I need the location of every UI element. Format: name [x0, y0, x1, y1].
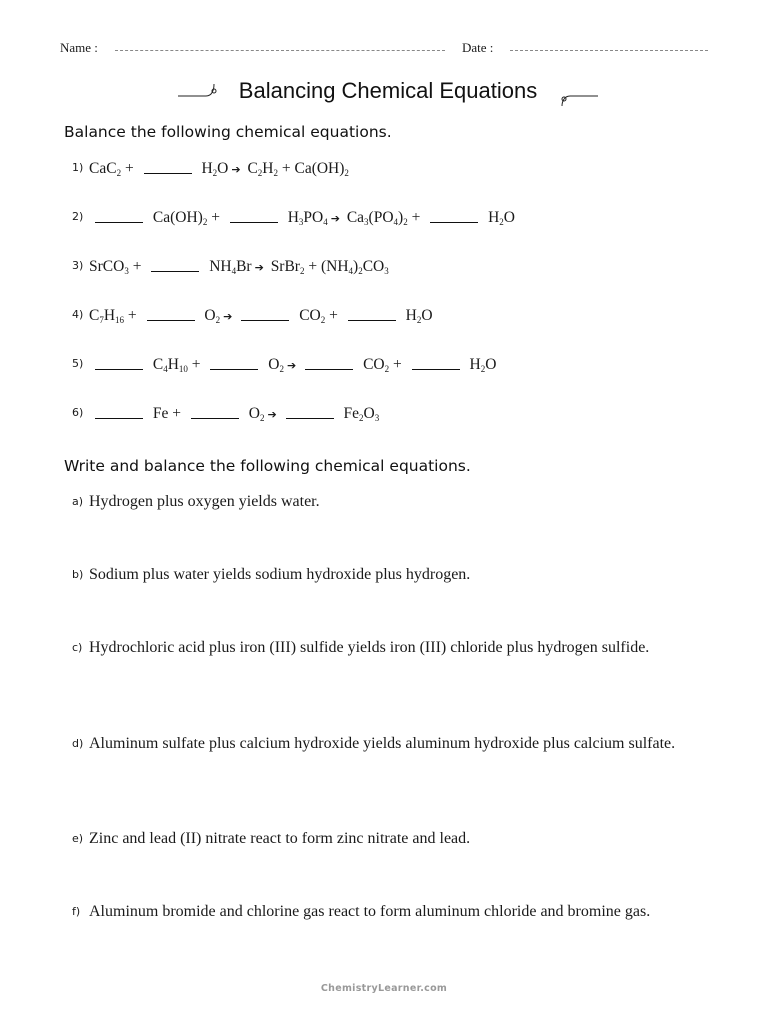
equation-number: 6)	[72, 406, 84, 419]
date-label: Date :	[462, 40, 494, 55]
subscript: 3	[124, 266, 129, 276]
subscript: 2	[202, 217, 208, 227]
word-equation-text: Hydrogen plus oxygen yields water.	[89, 493, 320, 510]
word-equation-item	[72, 636, 712, 659]
formula-text: +	[389, 356, 406, 373]
coefficient-blank[interactable]	[348, 308, 396, 321]
coefficient-blank[interactable]	[95, 357, 143, 370]
yields-arrow-icon: ➔	[287, 359, 297, 372]
item-letter: f)	[72, 905, 81, 918]
formula-text: Br	[236, 258, 252, 275]
formula-text: )	[353, 258, 359, 275]
equation-row	[72, 209, 515, 227]
subscript: 2	[416, 315, 422, 325]
word-equation-text: Aluminum bromide and chlorine gas react to form aluminum chloride and bromine gas.	[89, 903, 651, 920]
formula-text: O	[363, 405, 375, 422]
coefficient-blank[interactable]	[430, 210, 478, 223]
equation-row	[72, 160, 349, 178]
subscript: 2	[499, 217, 504, 227]
subscript: 2	[299, 266, 305, 276]
subscript: 4	[163, 364, 168, 374]
coefficient-blank[interactable]	[305, 357, 353, 370]
subscript: 2	[403, 217, 408, 227]
coefficient-blank[interactable]	[286, 406, 334, 419]
subscript: 4	[348, 266, 354, 276]
equation-number: 1)	[72, 161, 84, 174]
formula-text: H	[401, 307, 417, 324]
subscript: 10	[178, 364, 188, 374]
formula-text: (PO	[368, 209, 394, 226]
date-field[interactable]	[510, 50, 708, 51]
subscript: 4	[231, 266, 237, 276]
coefficient-blank[interactable]	[241, 308, 289, 321]
coefficient-blank[interactable]	[412, 357, 460, 370]
equation-row	[72, 258, 389, 276]
word-equation-item	[72, 563, 712, 586]
formula-text: +	[407, 209, 425, 226]
coefficient-blank[interactable]	[147, 308, 195, 321]
coefficient-blank[interactable]	[191, 406, 239, 419]
equation-number: 4)	[72, 308, 84, 321]
title-banner	[176, 76, 600, 110]
formula-text: H	[197, 160, 213, 177]
equation-number: 3)	[72, 259, 84, 272]
formula-text: + (NH	[304, 258, 349, 275]
formula-text: Ca	[342, 209, 365, 226]
subscript: 3	[384, 266, 389, 276]
formula-text: O	[217, 160, 229, 177]
item-letter: d)	[72, 737, 84, 750]
formula-text: O	[264, 356, 280, 373]
formula-text: )	[398, 209, 404, 226]
subscript: 4	[393, 217, 399, 227]
formula-text: H	[283, 209, 299, 226]
formula-text: H	[262, 160, 274, 177]
formula-text: Fe	[339, 405, 360, 422]
word-equation-item	[72, 827, 712, 850]
subscript: 2	[116, 168, 122, 178]
subscript: 3	[374, 413, 380, 423]
formula-text: CO	[295, 307, 321, 324]
formula-text: +	[124, 307, 141, 324]
word-equation-text: Hydrochloric acid plus iron (III) sulfide yields iron (III) chloride plus hydrogen sulfide.	[89, 639, 650, 656]
section1-heading: Balance the following chemical equations.	[64, 123, 392, 141]
formula-text: O	[244, 405, 260, 422]
subscript: 2	[215, 315, 221, 325]
formula-text: H	[484, 209, 500, 226]
formula-text: C	[149, 356, 164, 373]
formula-text: CO	[359, 356, 385, 373]
formula-text: C	[243, 160, 258, 177]
formula-text: H	[465, 356, 481, 373]
yields-arrow-icon: ➔	[267, 408, 277, 421]
yields-arrow-icon: ➔	[330, 212, 340, 225]
formula-text: CO	[362, 258, 385, 275]
item-letter: c)	[72, 641, 83, 654]
formula-text: SrBr	[266, 258, 300, 275]
coefficient-blank[interactable]	[95, 210, 143, 223]
yields-arrow-icon: ➔	[223, 310, 233, 323]
subscript: 2	[259, 413, 265, 423]
yields-arrow-icon: ➔	[231, 163, 241, 176]
equation-number: 5)	[72, 357, 84, 370]
formula-text: +	[207, 209, 224, 226]
formula-text: H	[167, 356, 179, 373]
formula-text: + Ca(OH)	[277, 160, 345, 177]
formula-text: +	[128, 258, 146, 275]
formula-text: SrCO	[89, 258, 125, 275]
formula-text: Ca(OH)	[149, 209, 203, 226]
subscript: 2	[359, 413, 364, 423]
formula-text: O	[421, 307, 433, 324]
formula-text: +	[325, 307, 342, 324]
formula-text: PO	[303, 209, 324, 226]
formula-text: +	[121, 160, 138, 177]
formula-text: C	[89, 307, 100, 324]
word-equation-text: Zinc and lead (II) nitrate react to form zinc nitrate and lead.	[89, 830, 471, 847]
subscript: 3	[364, 217, 369, 227]
equation-row	[72, 356, 496, 374]
page-title: Balancing Chemical Equations	[238, 78, 538, 103]
subscript: 3	[298, 217, 304, 227]
subscript: 2	[279, 364, 284, 374]
name-label: Name :	[60, 40, 98, 55]
footer-brand: ChemistryLearner.com	[320, 983, 448, 994]
item-letter: b)	[72, 568, 84, 581]
item-letter: e)	[72, 832, 84, 845]
word-equation-text: Sodium plus water yields sodium hydroxide plus hydrogen.	[89, 566, 471, 583]
formula-text: O	[503, 209, 515, 226]
item-letter: a)	[72, 495, 84, 508]
subscript: 2	[384, 364, 390, 374]
subscript: 2	[320, 315, 326, 325]
formula-text: Fe +	[149, 405, 185, 422]
equation-row	[72, 307, 433, 325]
subscript: 2	[212, 168, 218, 178]
coefficient-blank[interactable]	[210, 357, 258, 370]
formula-text: H	[103, 307, 116, 324]
subscript: 2	[344, 168, 349, 178]
formula-text: O	[485, 356, 497, 373]
subscript: 4	[323, 217, 328, 227]
formula-text: CaC	[89, 160, 117, 177]
formula-text: +	[187, 356, 205, 373]
coefficient-blank[interactable]	[230, 210, 278, 223]
subscript: 2	[273, 168, 278, 178]
subscript: 7	[99, 315, 104, 325]
coefficient-blank[interactable]	[95, 406, 143, 419]
word-equation-item	[72, 900, 712, 923]
equation-row	[72, 405, 379, 423]
subscript: 2	[480, 364, 486, 374]
subscript: 16	[115, 315, 125, 325]
formula-text: NH	[205, 258, 232, 275]
subscript: 2	[358, 266, 363, 276]
coefficient-blank[interactable]	[144, 161, 192, 174]
formula-text: O	[200, 307, 216, 324]
section2-heading: Write and balance the following chemical equations.	[64, 457, 471, 475]
word-equation-item	[72, 732, 712, 755]
name-date-header	[60, 40, 710, 60]
coefficient-blank[interactable]	[151, 259, 199, 272]
word-equation-item	[72, 490, 712, 513]
equation-number: 2)	[72, 210, 84, 223]
name-field[interactable]	[115, 50, 445, 51]
yields-arrow-icon: ➔	[254, 261, 264, 274]
subscript: 2	[257, 168, 263, 178]
word-equation-text: Aluminum sulfate plus calcium hydroxide yields aluminum hydroxide plus calcium sulfate.	[89, 735, 676, 752]
